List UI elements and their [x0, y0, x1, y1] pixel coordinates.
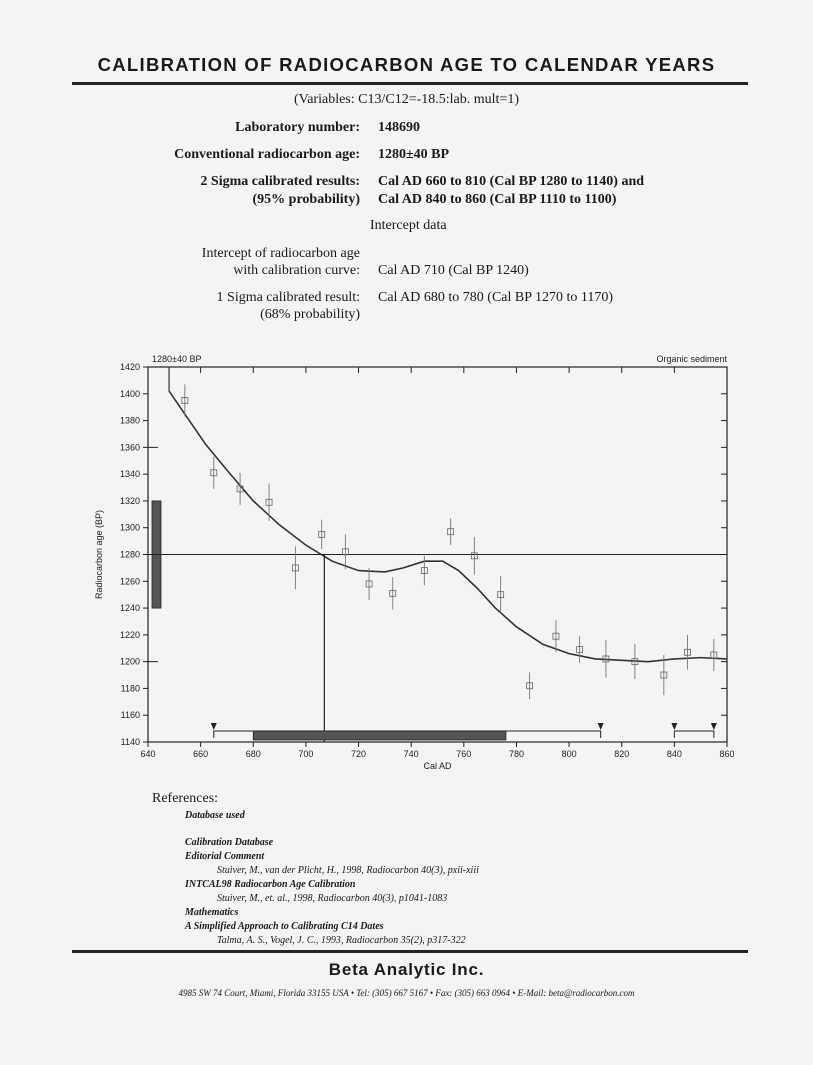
lab-number-value: 148690 [378, 120, 420, 135]
calibration-chart-svg [90, 345, 740, 775]
sigma2-value-line2: Cal AD 840 to 860 (Cal BP 1110 to 1100) [378, 192, 617, 207]
range-marker [211, 723, 217, 730]
intercept-label-line1: Intercept of radiocarbon age [201, 246, 360, 261]
y-tick-label: 1400 [119, 388, 140, 399]
footer-rule [72, 950, 748, 953]
company-name: Beta Analytic Inc. [328, 960, 485, 979]
x-tick-label: 760 [456, 749, 472, 759]
y-tick-label: 1160 [120, 710, 140, 721]
sample-age-label: 1280±40 BP [152, 354, 202, 364]
sigma2-value-line1: Cal AD 660 to 810 (Cal BP 1280 to 1140) and [378, 174, 645, 189]
reference-item: INTCAL98 Radiocarbon Age Calibration [185, 879, 356, 890]
reference-item: Stuiver, M., van der Plicht, H., 1998, Radiocarbon 40(3), pxii-xiii [217, 865, 479, 876]
reference-item: Mathematics [185, 907, 239, 918]
x-tick-label: 720 [351, 749, 367, 759]
header-rule [72, 82, 748, 85]
report-title: CALIBRATION OF RADIOCARBON AGE TO CALENDAR YEARS [97, 54, 716, 75]
y-tick-label: 1220 [119, 629, 140, 640]
reference-item: Editorial Comment [185, 851, 265, 862]
range-marker [711, 723, 717, 730]
x-tick-label: 800 [561, 749, 577, 759]
sigma1-probability: (68% probability) [260, 307, 360, 322]
range-marker [671, 723, 677, 730]
y-tick-label: 1240 [119, 603, 140, 614]
reference-item: Talma, A. S., Vogel, J. C., 1993, Radiocarbon 35(2), p317-322 [217, 935, 466, 946]
sigma2-probability: (95% probability) [252, 192, 360, 207]
x-tick-label: 740 [403, 749, 419, 759]
intercept-value: Cal AD 710 (Cal BP 1240) [378, 263, 529, 278]
conv-age-label: Conventional radiocarbon age: [174, 147, 360, 162]
y-tick-label: 1340 [119, 469, 140, 480]
x-tick-label: 680 [245, 749, 261, 759]
range-marker [598, 723, 604, 730]
y-tick-label: 1300 [119, 522, 140, 533]
database-used-label: Database used [185, 810, 245, 821]
sigma1-label: 1 Sigma calibrated result: [216, 290, 360, 305]
company-address: 4985 SW 74 Court, Miami, Florida 33155 USA • Tel: (305) 667 5167 • Fax: (305) 663 0964 • E-Mail: beta@radiocarbon.com [178, 988, 635, 998]
y-tick-label: 1420 [119, 362, 140, 372]
x-tick-label: 660 [193, 749, 209, 759]
conv-age-value: 1280±40 BP [378, 147, 450, 162]
sample-type-label: Organic sediment [656, 354, 727, 364]
y-axis-label: Radiocarbon age (BP) [94, 509, 104, 600]
y-tick-label: 1320 [119, 495, 140, 506]
y-tick-label: 1280 [119, 549, 140, 560]
y-tick-label: 1140 [120, 737, 140, 747]
reference-item: Calibration Database [185, 837, 274, 848]
x-tick-label: 640 [140, 749, 156, 759]
y-tick-label: 1180 [120, 683, 140, 694]
x-tick-label: 820 [614, 749, 630, 759]
x-axis-label: Cal AD [423, 761, 452, 771]
intercept-heading: Intercept data [370, 218, 447, 233]
lab-number-label: Laboratory number: [235, 120, 360, 135]
x-tick-label: 860 [719, 749, 735, 759]
references-heading: References: [152, 791, 219, 806]
sigma2-label: 2 Sigma calibrated results: [200, 174, 360, 189]
y-tick-label: 1200 [119, 656, 140, 667]
sigma1-calendar-bar [253, 731, 506, 740]
sigma2-calendar-bracket [674, 731, 713, 738]
x-tick-label: 840 [666, 749, 682, 759]
variables-line: (Variables: C13/C12=-18.5:lab. mult=1) [294, 92, 519, 107]
y-tick-label: 1360 [119, 442, 140, 453]
calibration-curve [169, 391, 727, 662]
calibration-chart [90, 345, 740, 780]
reference-item: A Simplified Approach to Calibrating C14 Dates [185, 921, 384, 932]
x-tick-label: 780 [508, 749, 524, 759]
x-tick-label: 700 [298, 749, 314, 759]
y-tick-label: 1260 [119, 576, 140, 587]
reference-item: Stuiver, M., et. al., 1998, Radiocarbon 40(3), p1041-1083 [217, 893, 448, 904]
sigma1-value: Cal AD 680 to 780 (Cal BP 1270 to 1170) [378, 290, 614, 305]
intercept-label-line2: with calibration curve: [233, 263, 360, 278]
y-tick-label: 1380 [119, 415, 140, 426]
